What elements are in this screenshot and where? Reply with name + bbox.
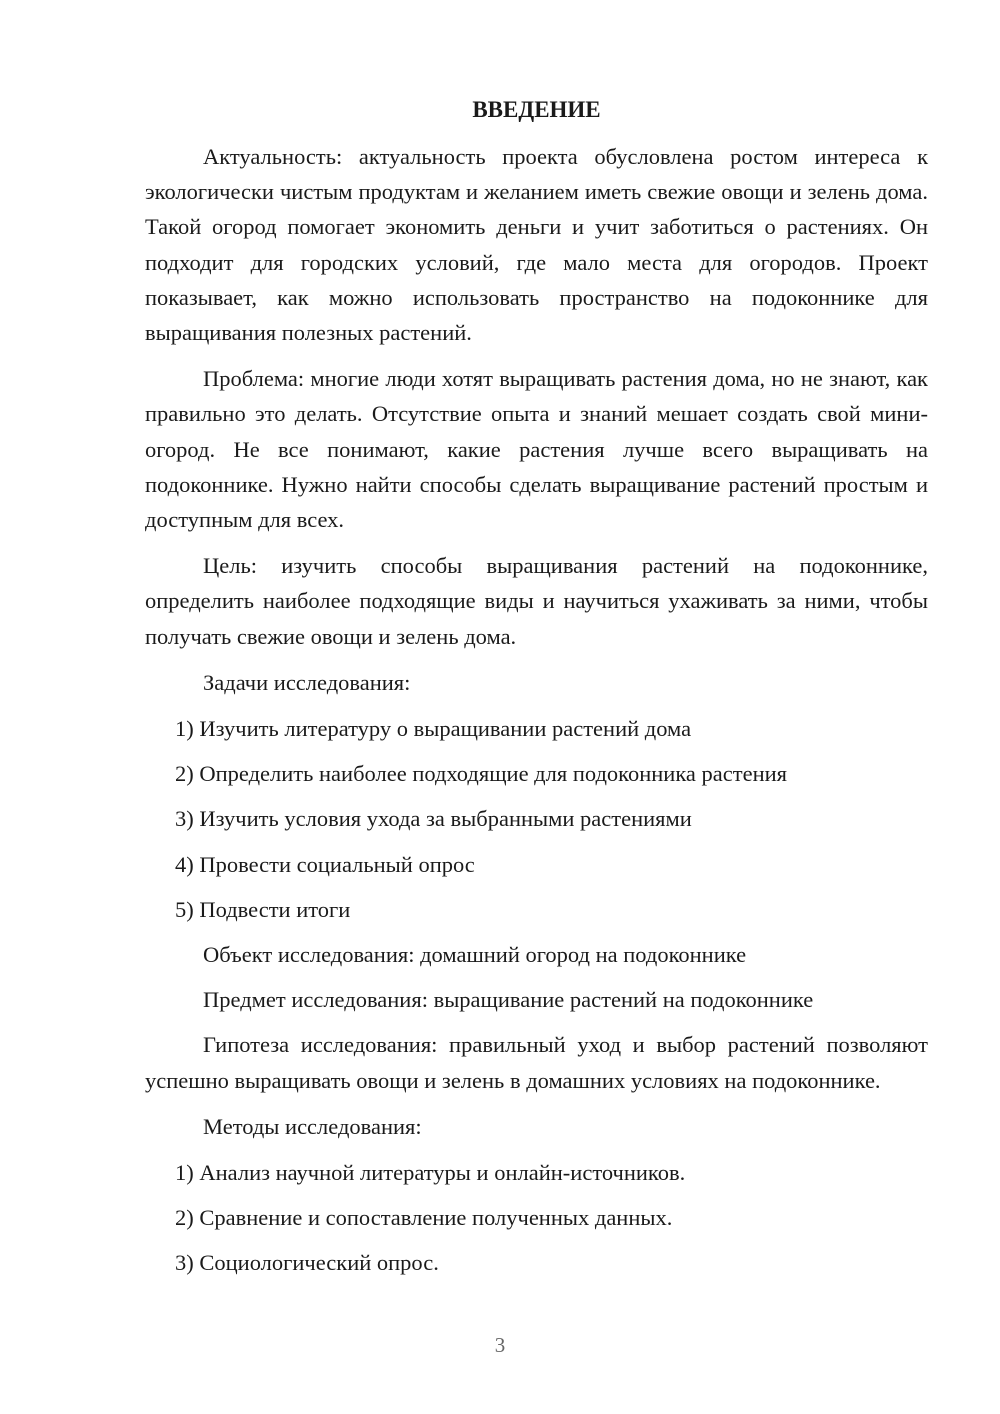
tasks-heading: Задачи исследования: [203, 669, 411, 695]
method-item: 1) Анализ научной литературы и онлайн-источников. [175, 1160, 686, 1186]
task-item: 3) Изучить условия ухода за выбранными растениями [175, 806, 692, 832]
method-item: 3) Социологический опрос. [175, 1250, 439, 1276]
page-number: 3 [494, 1333, 506, 1357]
page-title: ВВЕДЕНИЕ [472, 97, 601, 122]
object-paragraph: Объект исследования: домашний огород на подоконнике [203, 942, 747, 968]
subject-paragraph: Предмет исследования: выращивание растений на подоконнике [203, 987, 814, 1013]
document-page [145, 92, 928, 1291]
task-item: 2) Определить наиболее подходящие для подоконника растения [175, 761, 788, 787]
task-item: 1) Изучить литературу о выращивании растений дома [175, 716, 692, 742]
relevance-paragraph: Актуальность: актуальность проекта обусловлена ростом интереса к экологически чистым продуктам и желанием иметь свежие овощи и зелень дома. Такой огород помогает экономить деньги и учит заботиться о растениях. Он подходит для городских условий, где мало места для огородов. Проект показывает, как можно использовать пространство на подоконнике для выращивания полезных растений. [145, 144, 928, 346]
methods-heading: Методы исследования: [203, 1113, 422, 1139]
hypothesis-paragraph: Гипотеза исследования: правильный уход и выбор растений позволяют успешно выращивать овощи и зелень в домашних условиях на подоконнике. [145, 1032, 928, 1093]
problem-paragraph: Проблема: многие люди хотят выращивать растения дома, но не знают, как правильно это делать. Отсутствие опыта и знаний мешает создать свой мини-огород. Не все понимают, какие растения лучше всего выращивать на подоконнике. Нужно найти способы сделать выращивание растений простым и доступным для всех. [145, 366, 928, 533]
method-item: 2) Сравнение и сопоставление полученных данных. [175, 1205, 673, 1231]
task-item: 5) Подвести итоги [175, 896, 351, 922]
goal-paragraph: Цель: изучить способы выращивания растений на подоконнике, определить наиболее подходящие виды и научиться ухаживать за ними, чтобы получать свежие овощи и зелень дома. [145, 553, 928, 649]
task-item: 4) Провести социальный опрос [175, 851, 475, 877]
